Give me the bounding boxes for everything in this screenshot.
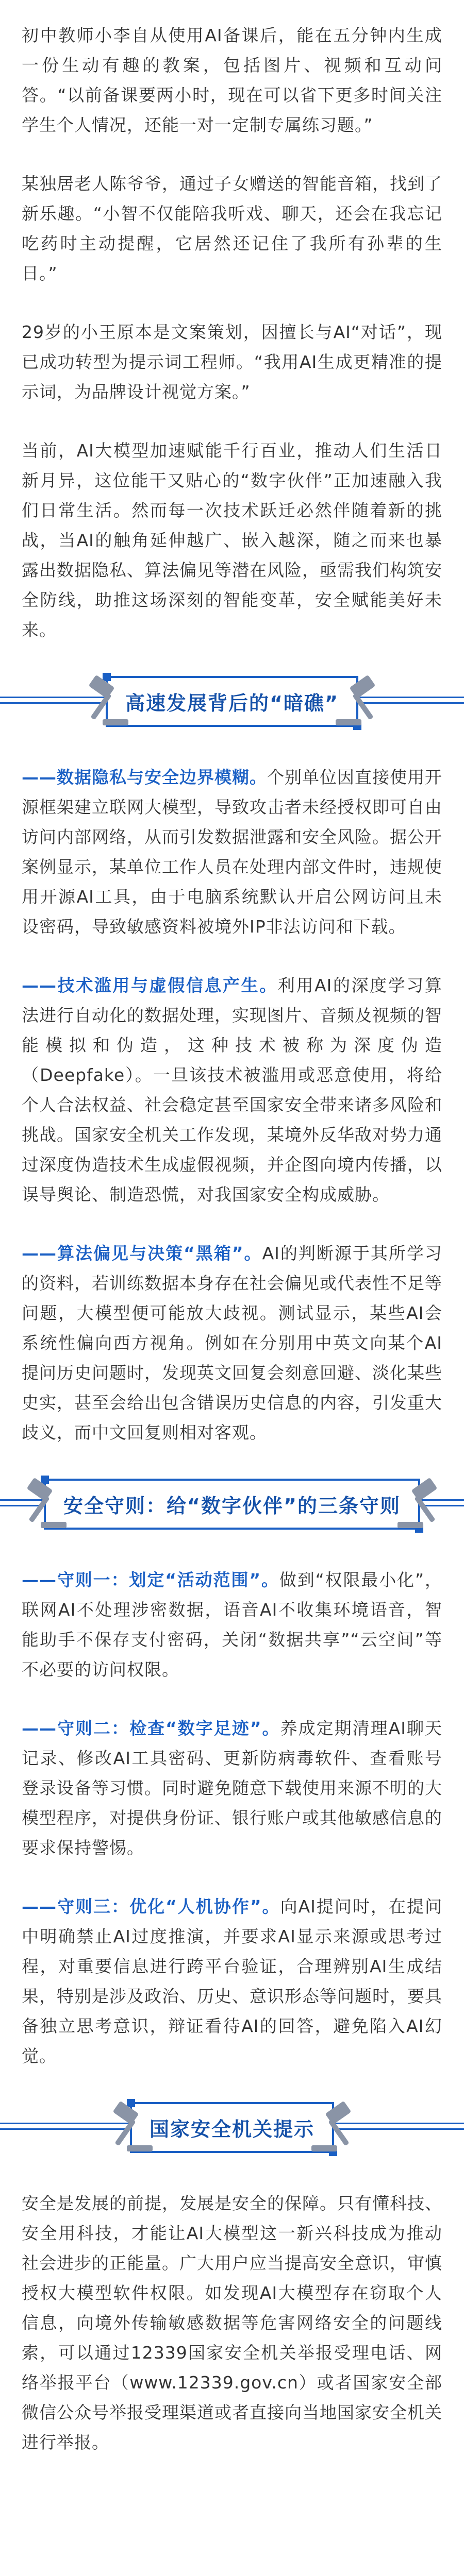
section-heading-notice: [0, 2102, 464, 2151]
rule-item-lead: ——守则一：划定“活动范围”。: [22, 1570, 279, 1590]
rule-item-lead: ——守则三：优化“人机协作”。: [22, 1896, 280, 1917]
risk-item-lead: ——技术滥用与虚假信息产生。: [22, 975, 278, 995]
notice-paragraph: 安全是发展的前提，发展是安全的保障。只有懂科技、安全用科技，才能让AI大模型这一新兴科技成为推动社会进步的正能量。广大用户应当提高安全意识，审慎授权大模型软件权限。如发现AI大模型存在窃取个人信息，向境外传输敏感数据等危害网络安全的问题线索，可以通过12339国家安全机关举报受理电话、网络举报平台（www.12339.gov.cn）或者国家安全部微信公众号举报受理渠道或者直接向当地国家安全机关进行举报。: [22, 2193, 442, 2452]
intro-paragraph-2: 某独居老人陈爷爷，通过子女赠送的智能音箱，找到了新乐趣。“小智不仅能陪我听戏、聊天，还会在我忘记吃药时主动提醒，它居然还记住了我所有孙辈的生日。”: [22, 174, 442, 283]
section-title: 安全守则：给“数字伙伴”的三条守则: [63, 1495, 401, 1517]
heading-box: [106, 676, 358, 727]
risk-item-body: 利用AI的深度学习算法进行自动化的数据处理，实现图片、音频及视频的智能模拟和伪造，这种技术被称为深度伪造（Deepfake）。一旦该技术被滥用或恶意使用，将给个人合法权益、社会稳定甚至国家安全带来诸多风险和挑战。国家安全机关工作发现，某境外反华敌对势力通过深度伪造技术生成虚假视频，并企图向境内传播，以误导舆论、制造恐慌，对我国家安全构成威胁。: [22, 975, 442, 1205]
rule-item-body: 养成定期清理AI聊天记录、修改AI工具密码、更新防病毒软件、查看账号登录设备等习惯。同时避免随意下载使用来源不明的大模型程序，对提供身份证、银行账户或其他敏感信息的要求保持警惕。: [22, 1718, 442, 1858]
gavel-icon: [15, 1477, 72, 1533]
rule-item-2: [22, 1714, 442, 1863]
gavel-icon: [77, 674, 134, 731]
risk-item-body: 个别单位因直接使用开源框架建立联网大模型，导致攻击者未经授权即可自由访问内部网络，从而引发数据泄露和安全风险。据公开案例显示，某单位工作人员在处理内部文件时，违规使用开源AI工具，由于电脑系统默认开启公网访问且未设密码，导致敏感资料被境外IP非法访问和下载。: [22, 767, 442, 937]
intro-paragraph-4: 当前，AI大模型加速赋能千行百业，推动人们生活日新月异，这位能干又贴心的“数字伙伴”正加速融入我们日常生活。然而每一次技术跃迁必然伴随着新的挑战，当AI的触角延伸越广、嵌入越深，随之而来也暴露出数据隐私、算法偏见等潜在风险，亟需我们构筑安全防线，助推这场深刻的智能变革，安全赋能美好未来。: [22, 440, 442, 640]
gavel-icon: [101, 2100, 158, 2157]
heading-box: [130, 2102, 334, 2153]
risk-item-bias: [22, 1239, 442, 1448]
risk-item-lead: ——算法偏见与决策“黑箱”。: [22, 1243, 262, 1263]
intro-paragraph-3: 29岁的小王原本是文案策划，因擅长与AI“对话”，现已成功转型为提示词工程师。“我用AI生成更精准的提示词，为品牌设计视觉方案。”: [22, 322, 442, 402]
heading-box: [44, 1479, 420, 1530]
section-title: 高速发展背后的“暗礁”: [125, 692, 339, 715]
gavel-icon: [306, 2100, 363, 2157]
risk-item-privacy: [22, 762, 442, 942]
risk-item-body: AI的判断源于其所学习的资料，若训练数据本身存在社会偏见或代表性不足等问题，大模型便可能放大歧视。测试显示，某些AI会系统性偏向西方视角。例如在分别用中英文向某个AI提问历史问题时，发现英文回复会刻意回避、淡化某些史实，甚至会给出包含错误历史信息的内容，引发重大歧义，而中文回复则相对客观。: [22, 1243, 442, 1443]
rule-item-body: 向AI提问时，在提问中明确禁止AI过度推演，并要求AI显示来源或思考过程，对重要信息进行跨平台验证，合理辨别AI生成结果，特别是涉及政治、历史、意识形态等问题时，要具备独立思考意识，辩证看待AI的回答，避免陷入AI幻觉。: [22, 1896, 442, 2066]
rule-item-3: [22, 1892, 442, 2071]
rule-item-lead: ——守则二：检查“数字足迹”。: [22, 1718, 280, 1738]
gavel-icon: [392, 1477, 449, 1533]
section-heading-risks: [0, 676, 464, 725]
risk-item-lead: ——数据隐私与安全边界模糊。: [22, 767, 267, 787]
rule-item-1: [22, 1565, 442, 1685]
risk-item-deepfake: [22, 971, 442, 1210]
gavel-icon: [330, 674, 387, 731]
section-heading-rules: [0, 1479, 464, 1528]
rule-item-body: 做到“权限最小化”，联网AI不处理涉密数据，语音AI不收集环境语音，智能助手不保存支付密码，关闭“数据共享”“云空间”等不必要的访问权限。: [22, 1570, 442, 1680]
section-title: 国家安全机关提示: [149, 2118, 315, 2141]
intro-paragraph-1: 初中教师小李自从使用AI备课后，能在五分钟内生成一份生动有趣的教案，包括图片、视频和互动问答。“以前备课要两小时，现在可以省下更多时间关注学生个人情况，还能一对一定制专属练习题。”: [22, 25, 442, 135]
